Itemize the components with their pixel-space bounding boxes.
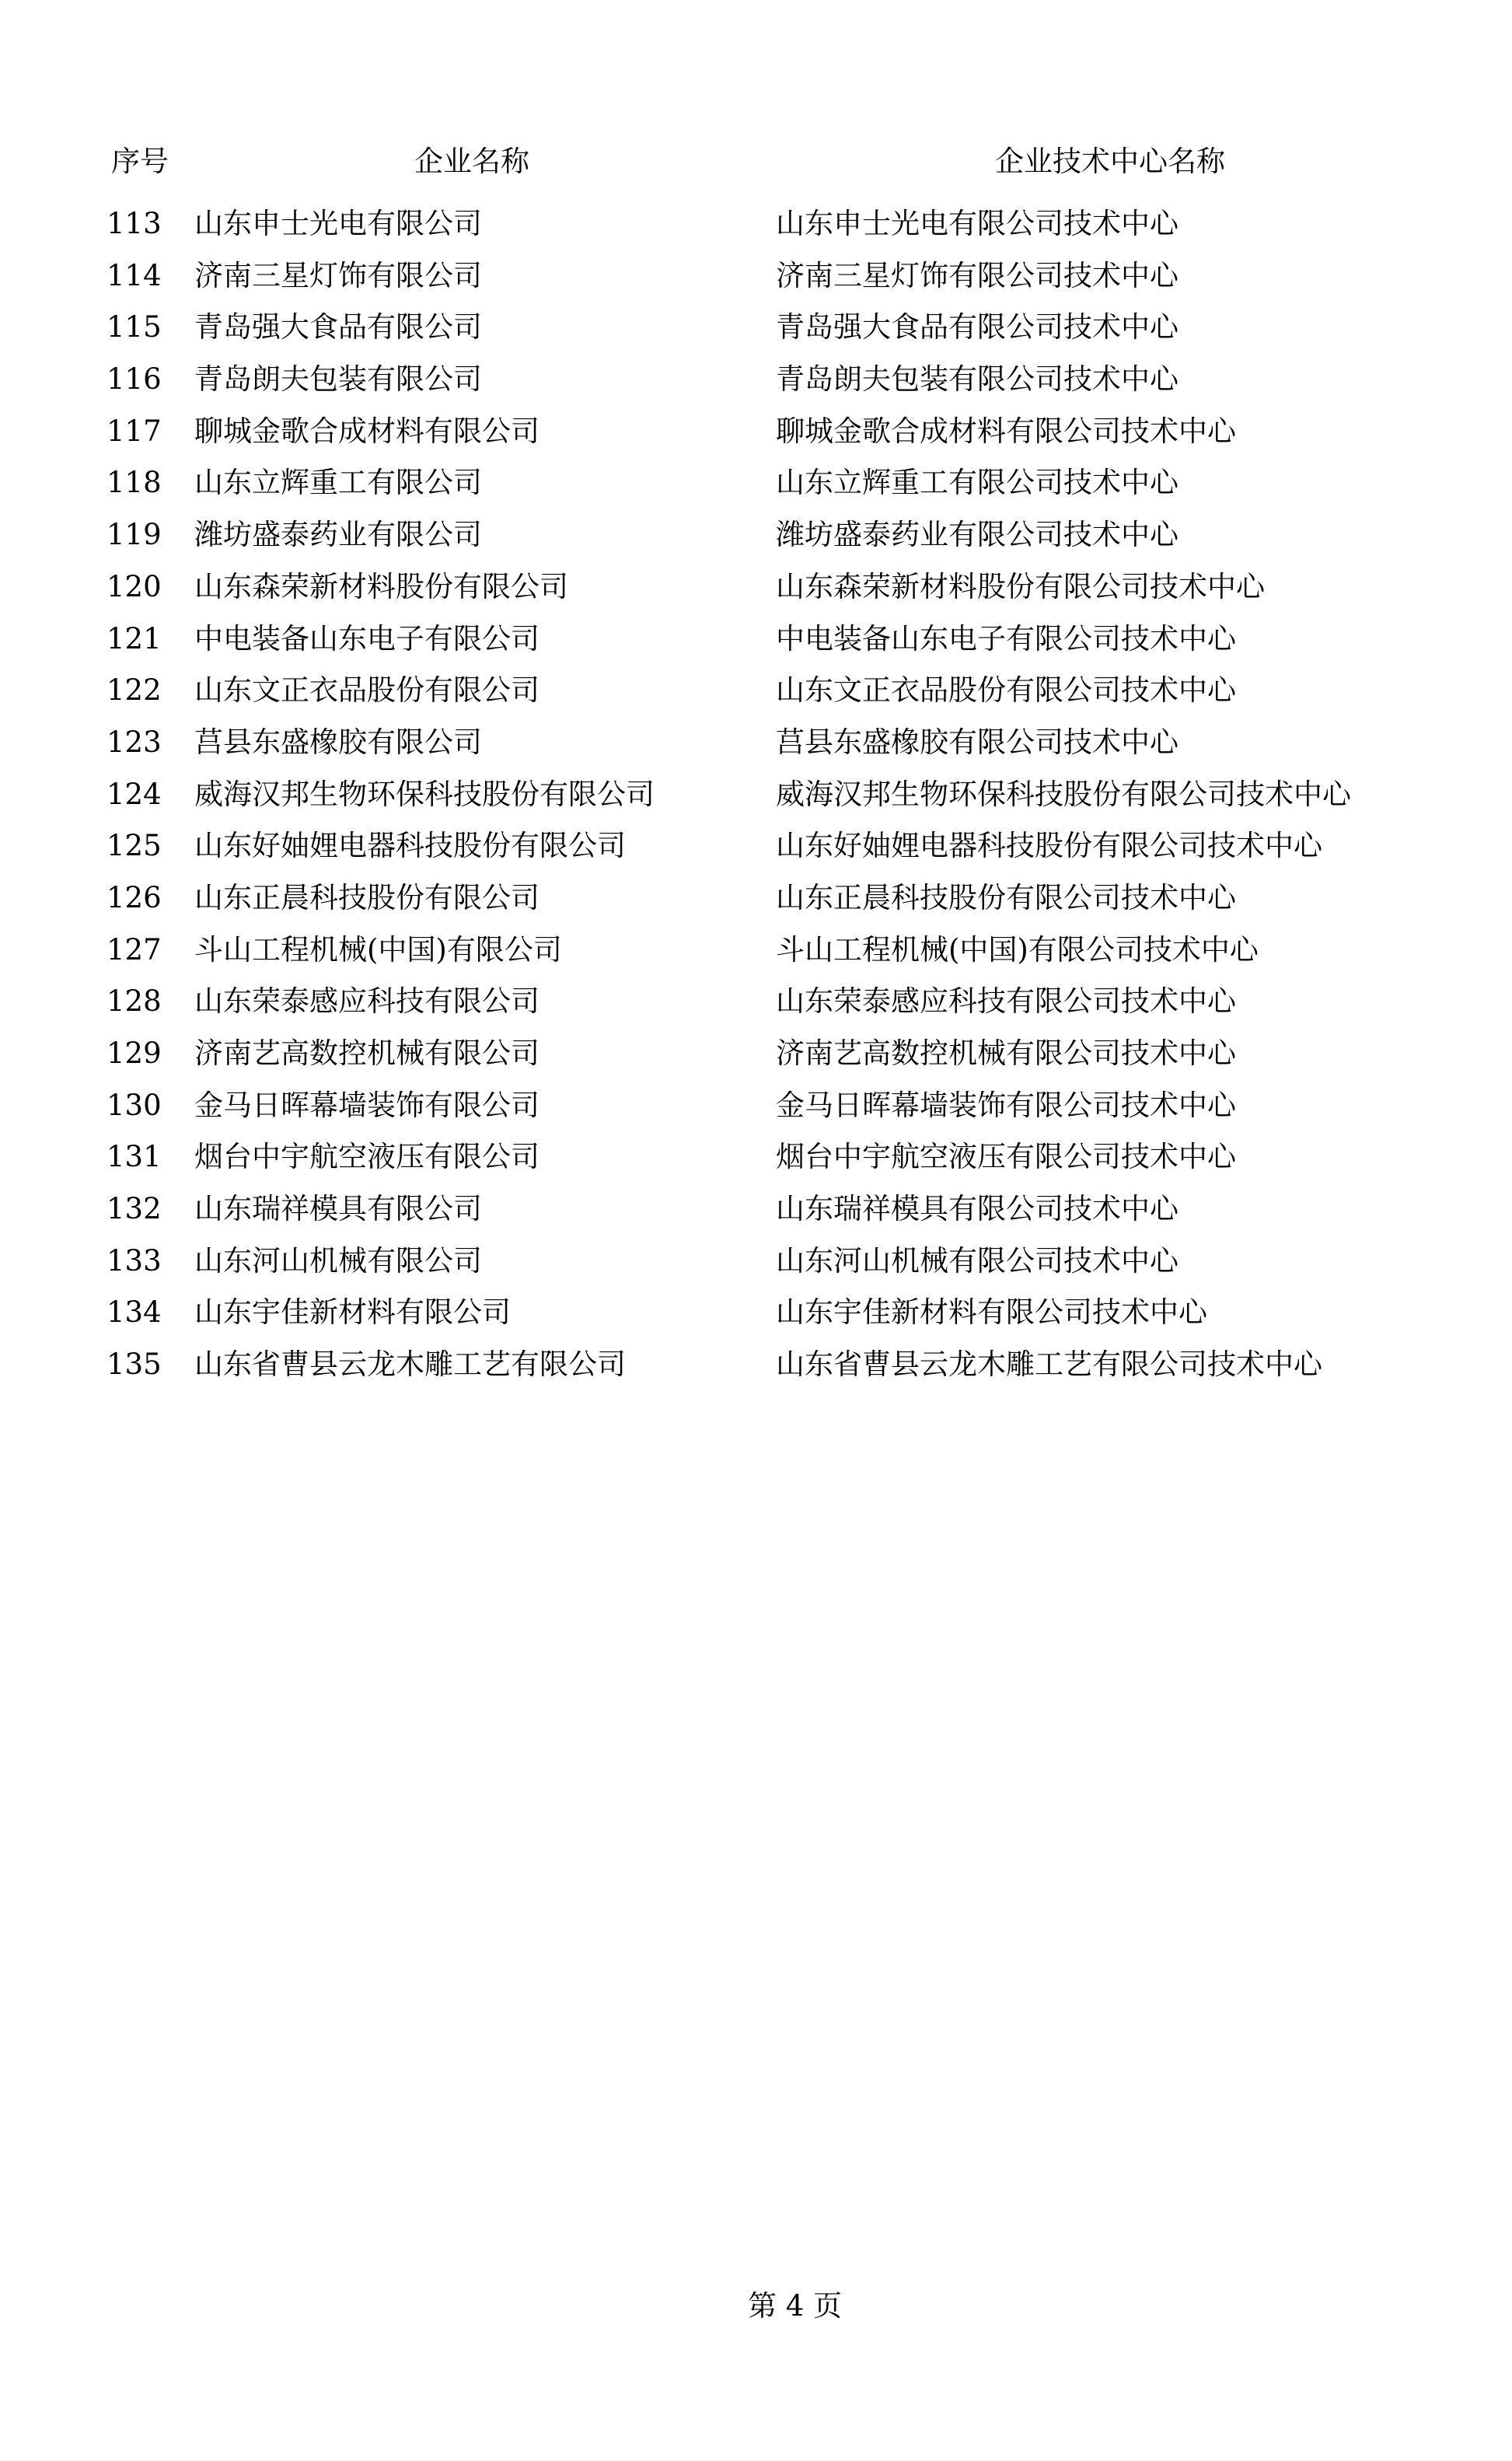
row-center: 山东立辉重工有限公司技术中心 [776,466,1179,500]
table-row [0,406,1512,458]
table-row [0,717,1512,769]
row-company: 山东立辉重工有限公司 [194,466,482,500]
row-company: 莒县东盛橡胶有限公司 [194,725,482,759]
row-center: 中电装备山东电子有限公司技术中心 [776,621,1236,655]
row-center: 烟台中宇航空液压有限公司技术中心 [776,1140,1236,1174]
row-seq: 132 [107,1192,162,1226]
row-seq: 130 [107,1088,162,1122]
row-center: 山东荣泰感应科技有限公司技术中心 [776,984,1236,1019]
row-center: 斗山工程机械(中国)有限公司技术中心 [776,932,1259,967]
table-row [0,561,1512,614]
header-center: 企业技术中心名称 [995,145,1225,178]
row-company: 山东省曹县云龙木雕工艺有限公司 [194,1348,626,1382]
row-company: 山东荣泰感应科技有限公司 [194,984,540,1019]
row-company: 山东申士光电有限公司 [194,207,482,240]
table-row [0,1080,1512,1132]
table-row [0,250,1512,302]
table-row [0,1131,1512,1183]
row-center: 济南三星灯饰有限公司技术中心 [776,258,1179,292]
table-header [0,138,1512,185]
row-company: 山东瑞祥模具有限公司 [194,1192,482,1226]
row-seq: 126 [107,880,162,914]
row-seq: 131 [107,1140,162,1174]
row-seq: 135 [107,1348,162,1382]
table-row [0,1287,1512,1339]
row-center: 山东文正衣品股份有限公司技术中心 [776,673,1236,708]
row-center: 山东瑞祥模具有限公司技术中心 [776,1192,1179,1226]
row-center: 山东森荣新材料股份有限公司技术中心 [776,569,1265,603]
row-company: 青岛强大食品有限公司 [194,310,482,344]
table-body [0,198,1512,1391]
row-company: 山东河山机械有限公司 [194,1243,482,1278]
row-seq: 121 [107,621,162,655]
row-seq: 127 [107,932,162,967]
row-seq: 116 [107,362,162,397]
row-seq: 115 [107,310,162,344]
row-seq: 124 [107,777,162,811]
row-seq: 133 [107,1243,162,1278]
row-center: 威海汉邦生物环保科技股份有限公司技术中心 [776,777,1351,811]
row-company: 青岛朗夫包装有限公司 [194,362,482,397]
row-company: 斗山工程机械(中国)有限公司 [194,932,562,967]
row-center: 济南艺高数控机械有限公司技术中心 [776,1036,1236,1070]
row-seq: 122 [107,673,162,708]
row-seq: 113 [107,207,162,240]
row-company: 济南三星灯饰有限公司 [194,258,482,292]
row-center: 山东正晨科技股份有限公司技术中心 [776,880,1236,914]
table-row [0,302,1512,354]
row-company: 山东正晨科技股份有限公司 [194,880,540,914]
header-company: 企业名称 [414,145,529,178]
row-seq: 118 [107,466,162,500]
table-row [0,925,1512,977]
table-row [0,769,1512,821]
table-row [0,1339,1512,1391]
row-seq: 129 [107,1036,162,1070]
row-center: 潍坊盛泰药业有限公司技术中心 [776,518,1179,552]
row-company: 威海汉邦生物环保科技股份有限公司 [194,777,655,811]
table-row [0,1236,1512,1288]
table-row [0,614,1512,666]
table-row [0,354,1512,406]
page-number: 第 4 页 [747,2289,843,2323]
row-seq: 128 [107,984,162,1019]
row-center: 莒县东盛橡胶有限公司技术中心 [776,725,1179,759]
table-row [0,820,1512,872]
row-company: 烟台中宇航空液压有限公司 [194,1140,540,1174]
table-row [0,509,1512,561]
row-company: 山东好妯娌电器科技股份有限公司 [194,829,626,863]
row-company: 潍坊盛泰药业有限公司 [194,518,482,552]
row-center: 金马日晖幕墙装饰有限公司技术中心 [776,1088,1236,1122]
table-row [0,976,1512,1028]
row-center: 青岛朗夫包装有限公司技术中心 [776,362,1179,397]
row-company: 中电装备山东电子有限公司 [194,621,540,655]
row-center: 青岛强大食品有限公司技术中心 [776,310,1179,344]
row-center: 山东宇佳新材料有限公司技术中心 [776,1295,1207,1330]
row-seq: 119 [107,518,162,552]
row-seq: 117 [107,414,162,448]
row-center: 山东好妯娌电器科技股份有限公司技术中心 [776,829,1322,863]
table-row [0,457,1512,509]
header-seq: 序号 [111,145,169,178]
row-center: 山东河山机械有限公司技术中心 [776,1243,1179,1278]
table-row [0,1028,1512,1080]
row-seq: 120 [107,569,162,603]
row-company: 济南艺高数控机械有限公司 [194,1036,540,1070]
row-seq: 134 [107,1295,162,1330]
row-seq: 123 [107,725,162,759]
table-row [0,872,1512,925]
row-center: 山东申士光电有限公司技术中心 [776,207,1179,240]
row-center: 聊城金歌合成材料有限公司技术中心 [776,414,1236,448]
row-company: 山东文正衣品股份有限公司 [194,673,540,708]
table-row [0,1183,1512,1236]
table-row [0,198,1512,250]
row-seq: 114 [107,258,162,292]
row-company: 山东宇佳新材料有限公司 [194,1295,511,1330]
row-seq: 125 [107,829,162,863]
row-company: 聊城金歌合成材料有限公司 [194,414,540,448]
row-center: 山东省曹县云龙木雕工艺有限公司技术中心 [776,1348,1322,1382]
table-row [0,665,1512,717]
row-company: 山东森荣新材料股份有限公司 [194,569,568,603]
row-company: 金马日晖幕墙装饰有限公司 [194,1088,540,1122]
